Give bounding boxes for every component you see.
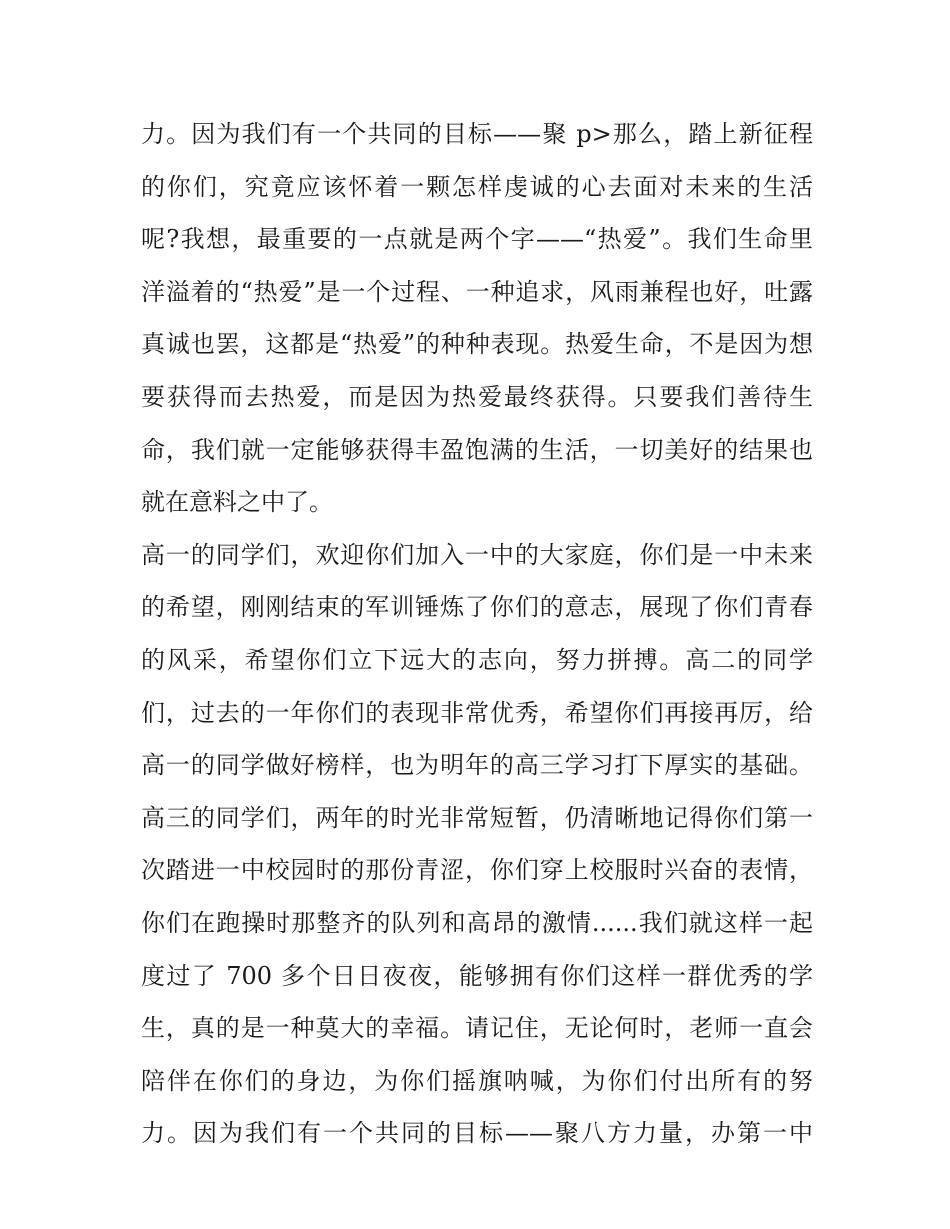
text-line: 力。因为我们有一个共同的目标——聚八方力量，办第一中 [141, 1119, 813, 1148]
text-line: 要获得而去热爱，而是因为热爱最终获得。只要我们善待生 [141, 382, 813, 411]
text-line: 就在意料之中了。 [141, 488, 333, 517]
text-line: 呢?我想，最重要的一点就是两个字——“热爱”。我们生命里 [141, 225, 813, 254]
text-line: 力。因为我们有一个共同的目标——聚 p>那么，踏上新征程 [141, 120, 813, 148]
text-line: 洋溢着的“热爱”是一个过程、一种追求，风雨兼程也好，吐露 [141, 277, 813, 306]
body-text [141, 108, 813, 1160]
text-line: 度过了 700 多个日日夜夜，能够拥有你们这样一群优秀的学 [141, 961, 813, 990]
text-line: 生，真的是一种莫大的幸福。请记住，无论何时，老师一直会 [141, 1014, 813, 1043]
text-line: 的你们，究竟应该怀着一颗怎样虔诚的心去面对未来的生活 [141, 172, 813, 201]
text-line: 的希望，刚刚结束的军训锤炼了你们的意志，展现了你们青春 [141, 593, 813, 622]
text-line: 命，我们就一定能够获得丰盈饱满的生活，一切美好的结果也 [141, 435, 813, 464]
text-line: 的风采，希望你们立下远大的志向，努力拼搏。高二的同学 [141, 645, 813, 674]
text-line: 真诚也罢，这都是“热爱”的种种表现。热爱生命，不是因为想 [141, 330, 813, 359]
text-line: 次踏进一中校园时的那份青涩，你们穿上校服时兴奋的表情， [141, 856, 813, 885]
text-line: 高一的同学们，欢迎你们加入一中的大家庭，你们是一中未来 [141, 540, 813, 569]
text-line: 高三的同学们，两年的时光非常短暂，仍清晰地记得你们第一 [141, 803, 813, 832]
text-line: 陪伴在你们的身边，为你们摇旗呐喊，为你们付出所有的努 [141, 1066, 813, 1095]
text-line: 你们在跑操时那整齐的队列和高昂的激情......我们就这样一起 [141, 908, 813, 937]
text-line: 们，过去的一年你们的表现非常优秀，希望你们再接再厉，给 [141, 698, 813, 727]
text-line: 高一的同学做好榜样，也为明年的高三学习打下厚实的基础。 [141, 751, 813, 780]
